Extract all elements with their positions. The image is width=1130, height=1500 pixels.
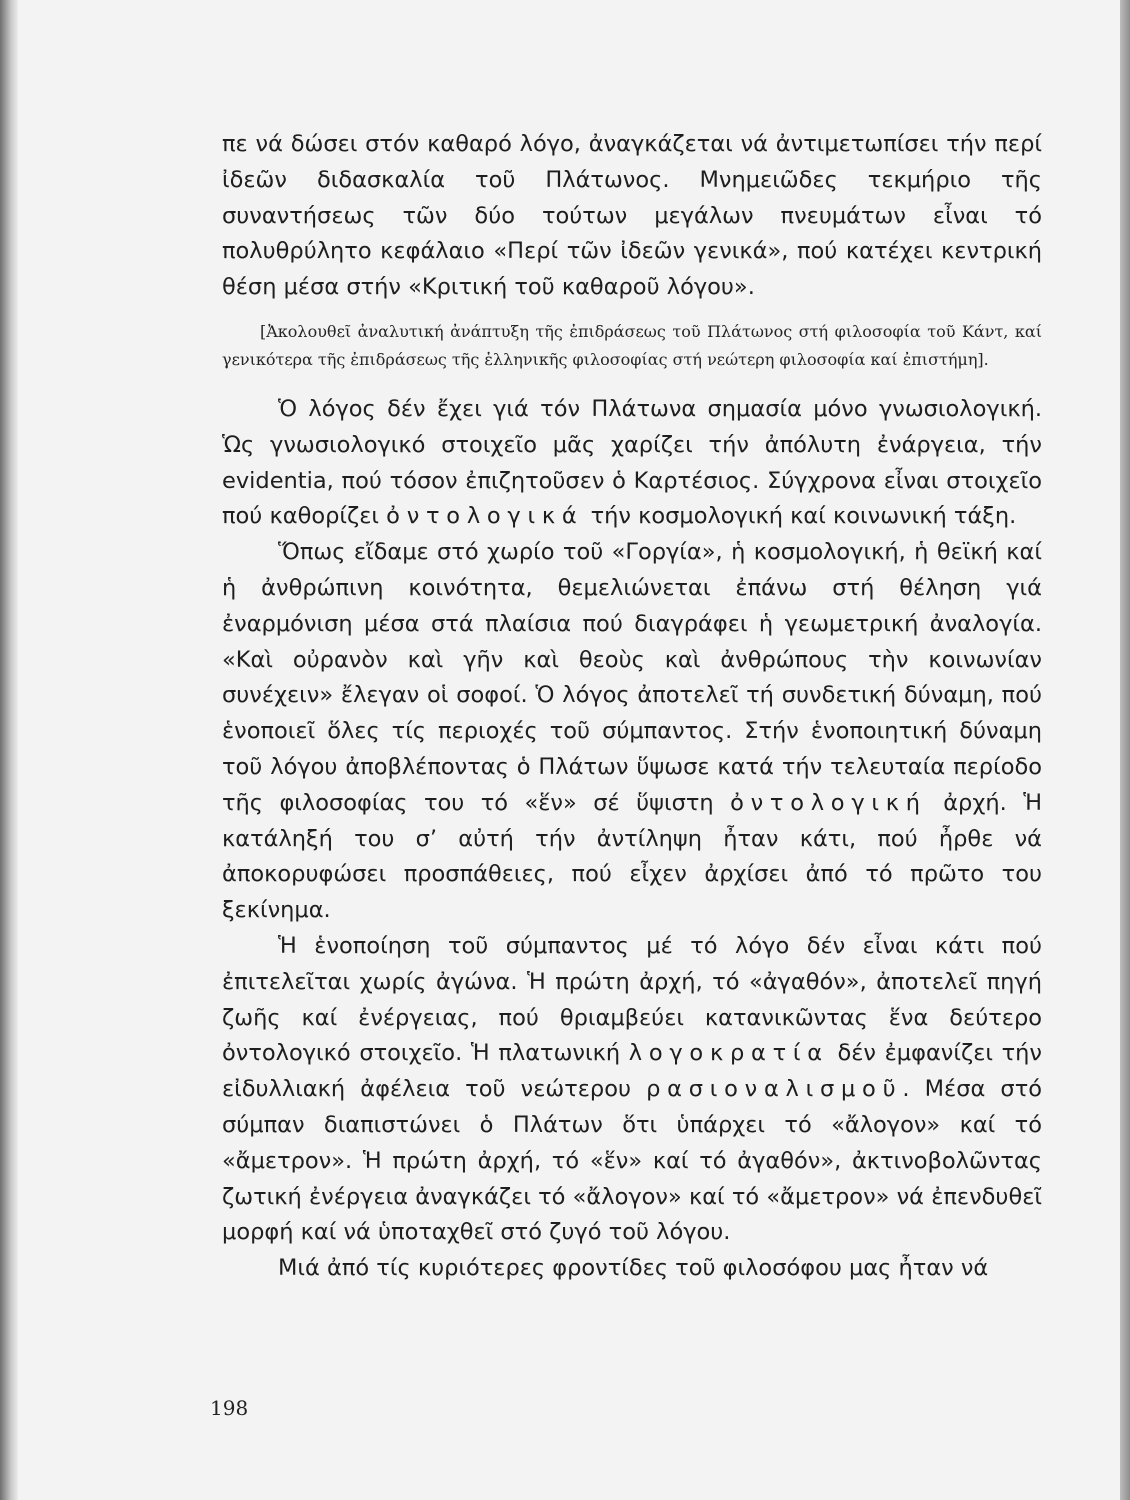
paragraph-2-emphasis: ὀντολογικά <box>386 503 584 530</box>
paragraph-5 <box>222 1251 1042 1287</box>
paragraph-2 <box>222 392 1042 535</box>
text-block <box>222 127 1042 1287</box>
page-binding-shadow <box>0 0 18 1500</box>
page-number: 198 <box>210 1396 249 1420</box>
paragraph-2-text-a: Ὁ λόγος δέν ἔχει γιά τόν Πλάτωνα σημασία μόνο γνωσιολογική. Ὡς γνωσιολογικό στοιχεῖο μᾶς χαρίζει τήν ἀπόλυτη ἐνάργεια, τήν evidentia, πού τόσον ἐπιζητοῦσεν ὁ Καρτέσιος. Σύγχρονα εἶναι στοιχεῖο πού καθορίζει <box>222 395 1042 530</box>
editor-note <box>222 318 1042 374</box>
paragraph-4-emphasis-1: λογοκρατία <box>628 1040 829 1067</box>
paragraph-3-text-b: ἀρχή. Ἡ κατάληξή του σ’ αὐτή τήν ἀντίληψη ἦταν κάτι, πού ἦρθε νά ἀποκορυφώσει προσπάθειες, πού εἶχεν ἀρχίσει ἀπό τό πρῶτο του ξεκίνημα. <box>222 789 1042 924</box>
paragraph-1 <box>222 127 1042 306</box>
paragraph-4-text-b: δέν ἐμφανίζει τήν εἰδυλλιακή ἀφέλεια τοῦ νεώτερου <box>222 1040 1043 1103</box>
paragraph-3 <box>222 535 1042 929</box>
paragraph-5-text: Μιά ἀπό τίς κυριότερες φροντίδες τοῦ φιλοσόφου μας ἦταν νά <box>278 1255 989 1282</box>
paragraph-2-text-b: τήν κοσμολογική καί κοινωνική τάξη. <box>583 503 1017 530</box>
paragraph-1-text: πε νά δώσει στόν καθαρό λόγο, ἀναγκάζεται νά ἀντιμετωπίσει τήν περί ἰδεῶν διδασκαλία τοῦ Πλάτωνος. Μνημειῶδες τεκμήριο τῆς συναντήσεως τῶν δύο τούτων μεγάλων πνευμάτων εἶναι τό πολυθρύλητο κεφάλαιο «Περί τῶν ἰδεῶν γενικά», πού κατέχει κεντρική θέση μέσα στήν «Κριτική τοῦ καθαροῦ λόγου». <box>222 131 1042 301</box>
paragraph-4 <box>222 929 1042 1251</box>
page-edge-shadow <box>1120 0 1130 1500</box>
paragraph-3-emphasis: ὀντολογική <box>730 789 927 816</box>
paragraph-4-text-a: Ἡ ἑνοποίηση τοῦ σύμπαντος μέ τό λόγο δέν εἶναι κάτι πού ἐπιτελεῖται χωρίς ἀγώνα. Ἡ πρώτη ἀρχή, τό «ἀγαθόν», ἀποτελεῖ πηγή ζωῆς καί ἐνέργειας, πού θριαμβεύει κατανικῶντας ἕνα δεύτερο ὀντολογικό στοιχεῖο. Ἡ πλατωνική <box>222 932 1042 1067</box>
paragraph-4-text-c: . Μέσα στό σύμπαν διαπιστώνει ὁ Πλάτων ὅτι ὑπάρχει τό «ἄλογον» καί τό «ἄμετρον». Ἡ πρώτη ἀρχή, τό «ἕν» καί τό ἀγαθόν», ἀκτινοβολῶντας ζωτική ἐνέργεια ἀναγκάζει τό «ἄλογον» καί τό «ἄμετρον» νά ἐπενδυθεῖ μορφή καί νά ὑποταχθεῖ στό ζυγό τοῦ λόγου. <box>222 1076 1043 1246</box>
paragraph-4-emphasis-2: ρασιοναλισμοῦ <box>646 1076 903 1103</box>
paragraph-3-text-a: Ὅπως εἴδαμε στό χωρίο τοῦ «Γοργία», ἡ κοσμολογική, ἡ θεϊκή καί ἡ ἀνθρώπινη κοινότητα, θεμελιώνεται ἐπάνω στή θέληση γιά ἐναρμόνιση μέσα στά πλαίσια πού διαγράφει ἡ γεωμετρική ἀναλογία. «Καὶ οὐρανὸν καὶ γῆν καὶ θεοὺς καὶ ἀνθρώπους τὴν κοινωνίαν συνέχειν» ἔλεγαν οἱ σοφοί. Ὁ λόγος ἀποτελεῖ τή συνδετική δύναμη, πού ἑνοποιεῖ ὅλες τίς περιοχές τοῦ σύμπαντος. Στήν ἑνοποιητική δύναμη τοῦ λόγου ἀποβλέποντας ὁ Πλάτων ὕψωσε κατά τήν τελευταία περίοδο τῆς φιλοσοφίας του τό «ἕν» σέ ὕψιστη <box>222 539 1042 816</box>
editor-note-text: [Ἀκολουθεῖ ἀναλυτική ἀνάπτυξη τῆς ἐπιδράσεως τοῦ Πλάτωνος στή φιλοσοφία τοῦ Κάντ, καί γενικότερα τῆς ἐπιδράσεως τῆς ἑλληνικῆς φιλοσοφίας στή νεώτερη φιλοσοφία καί ἐπιστήμη]. <box>222 321 1042 369</box>
